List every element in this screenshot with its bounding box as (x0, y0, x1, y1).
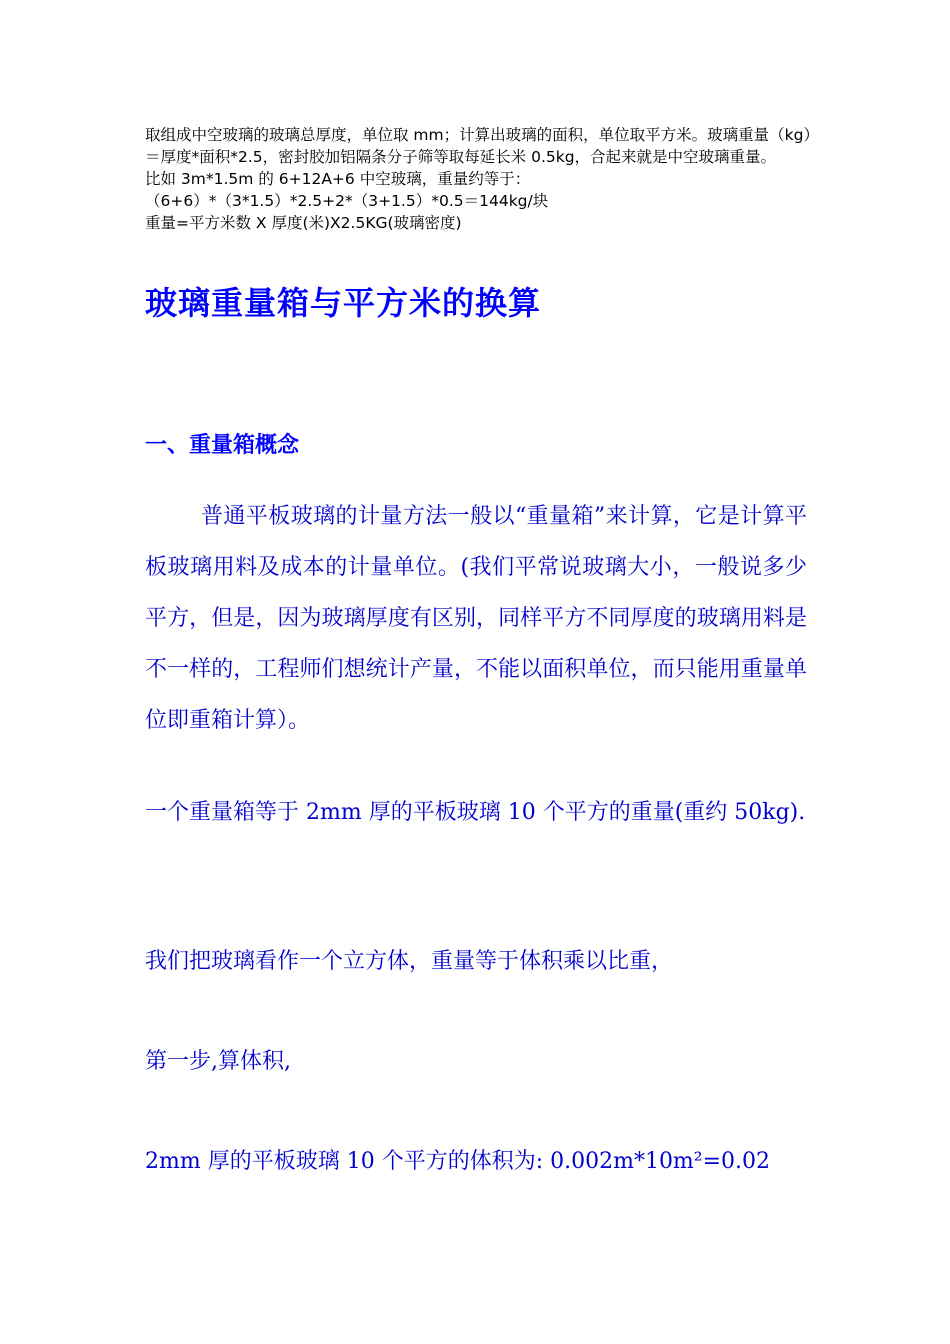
intro-line-4: 重量=平方米数 X 厚度(米)X2.5KG(玻璃密度) (145, 214, 462, 232)
paragraph-step-one: 第一步,算体积, (145, 1049, 291, 1074)
intro-line-2: 比如 3m*1.5m 的 6+12A+6 中空玻璃，重量约等于： (145, 170, 531, 188)
paragraph-volume-formula: 2mm 厚的平板玻璃 10 个平方的体积为: 0.002m*10m²=0.02 (145, 1149, 771, 1174)
intro-block (145, 124, 815, 234)
paragraph-cube-analogy: 我们把玻璃看作一个立方体，重量等于体积乘以比重， (145, 949, 674, 974)
intro-line-1: 取组成中空玻璃的玻璃总厚度，单位取 mm；计算出玻璃的面积，单位取平方米。玻璃重量（kg）＝厚度*面积*2.5，密封胶加铝隔条分子筛等取每延长米 0.5kg，合起来就是中空玻璃重量。 (145, 126, 812, 166)
paragraph-weight-box-equals: 一个重量箱等于 2mm 厚的平板玻璃 10 个平方的重量(重约 50kg). (145, 800, 806, 825)
section-title: 一、重量箱概念 (145, 433, 300, 458)
main-title: 玻璃重量箱与平方米的换算 (145, 284, 542, 322)
intro-line-3: （6+6）*（3*1.5）*2.5+2*（3+1.5）*0.5＝144kg/块 (145, 192, 549, 210)
paragraph-weight-box-definition: 普通平板玻璃的计量方法一般以“重量箱”来计算，它是计算平板玻璃用料及成本的计量单位。(我们平常说玻璃大小，一般说多少平方，但是，因为玻璃厚度有区别，同样平方不同厚度的玻璃用料是不一样的，工程师们想统计产量，不能以面积单位，而只能用重量单位即重箱计算）。 (145, 504, 807, 733)
